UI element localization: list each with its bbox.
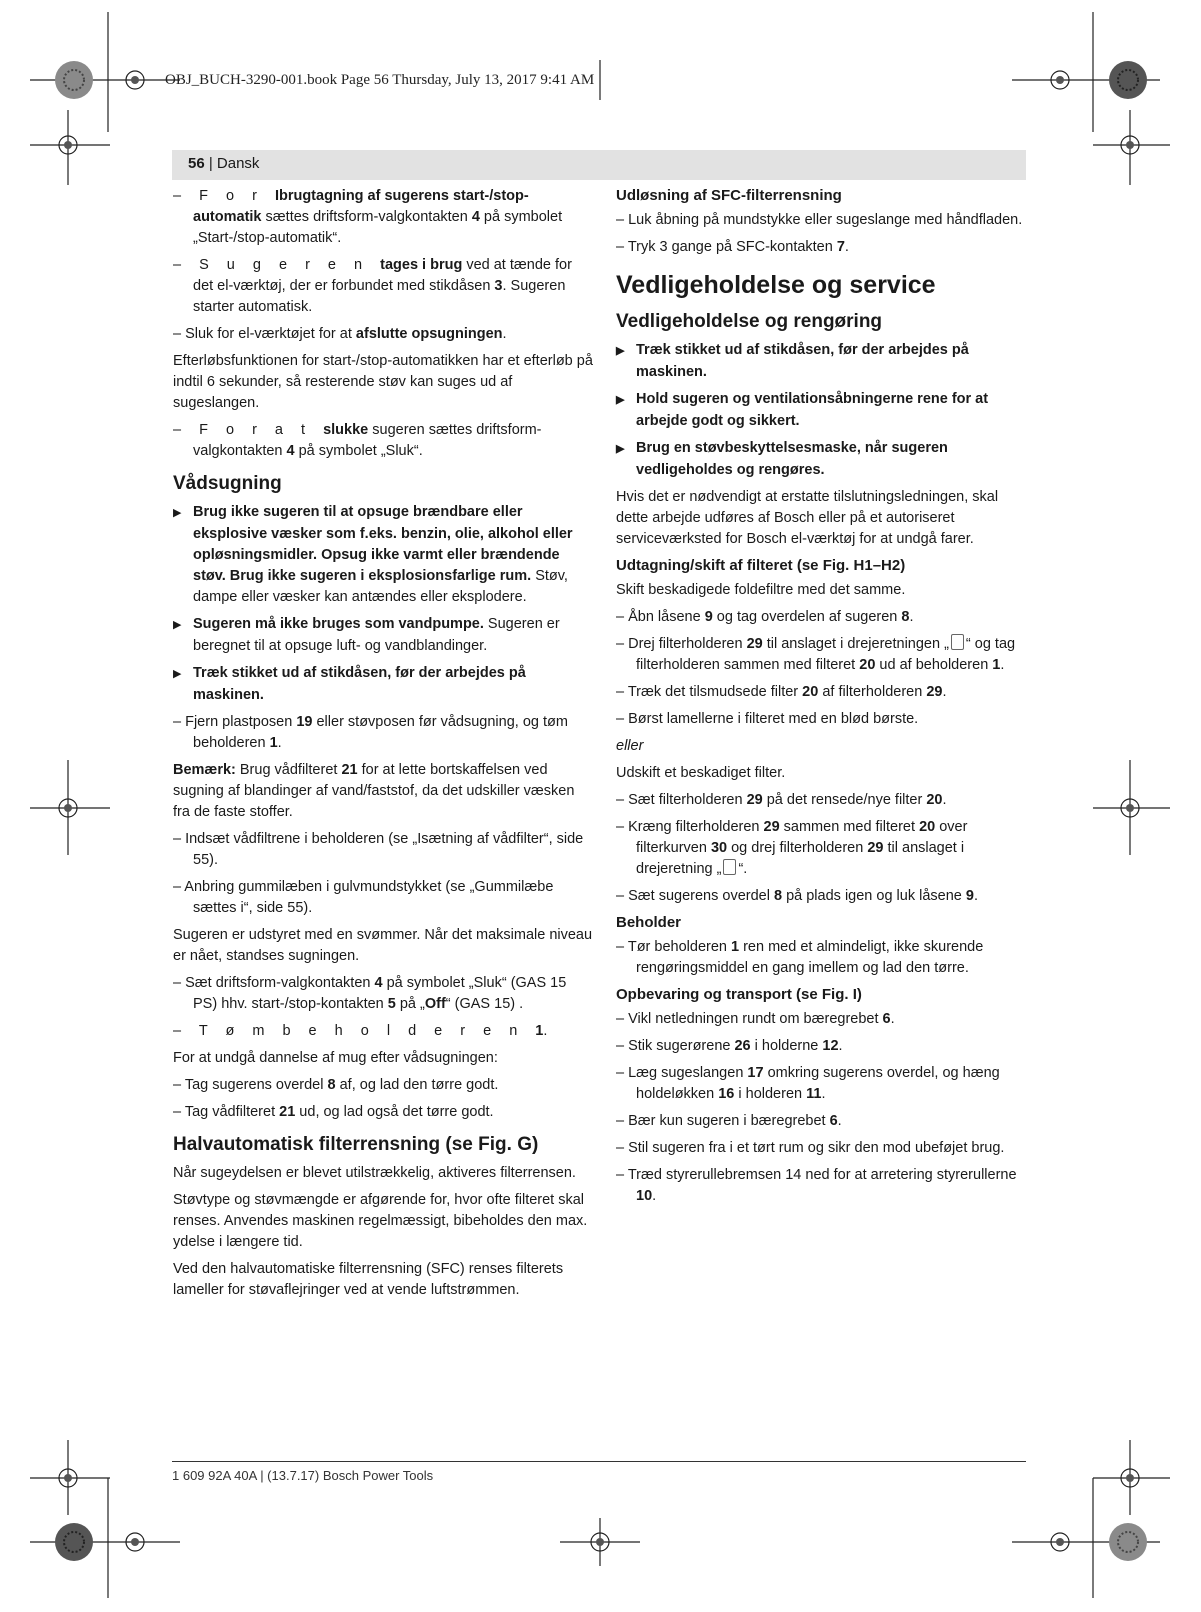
list-item: – Fjern plastposen 19 eller støvposen før vådsugning, og tøm beholderen 1. bbox=[173, 714, 568, 751]
subsection-heading: Udtagning/skift af filteret (se Fig. H1–H2) bbox=[616, 557, 906, 574]
lock-symbol-icon bbox=[723, 859, 736, 875]
note: Bemærk: Brug vådfilteret 21 for at lette bortskaffelsen ved sugning af blandinger af vand/faststof, da det udskiller væsken fra de faste stoffer. bbox=[173, 762, 575, 820]
list-item: – Børst lamellerne i filteret med en blød børste. bbox=[616, 711, 919, 727]
paragraph: Skift beskadigede foldefiltre med det samme. bbox=[616, 582, 906, 598]
list-item: – Sluk for el-værktøjet for at afslutte opsugningen. bbox=[173, 326, 507, 342]
subsection-heading: Udløsning af SFC-filterrensning bbox=[616, 187, 842, 204]
warning-item: ▶ Træk stikket ud af stikdåsen, før der arbejdes på maskinen. bbox=[616, 342, 969, 380]
list-item: – Sæt driftsform-valgkontakten 4 på symbolet „Sluk“ (GAS 15 PS) hhv. start-/stop-kontakten 5 på „Off“ (GAS 15) . bbox=[173, 975, 567, 1012]
list-item: – Anbring gummilæben i gulvmundstykket (se „Gummilæbe sættes i“, side 55). bbox=[173, 879, 554, 916]
bullet-triangle-icon: ▶ bbox=[616, 443, 625, 455]
paragraph: Ved den halvautomatiske filterrensning (SFC) renses filterets lameller for støvaflejringer ved at vende luftstrømmen. bbox=[173, 1261, 564, 1298]
bullet-triangle-icon: ▶ bbox=[616, 345, 625, 357]
list-item: – Drej filterholderen 29 til anslaget i drejeretningen „ “ og tag filterholderen sammen med filteret 20 ud af beholderen 1. bbox=[616, 636, 1016, 673]
list-item: – Tag sugerens overdel 8 af, og lad den tørre godt. bbox=[173, 1077, 499, 1093]
list-item: – Sæt filterholderen 29 på det rensede/nye filter 20. bbox=[616, 792, 947, 808]
list-item: – Træd styrerullebremsen 14 ned for at arretering styrerullerne 10. bbox=[616, 1167, 1017, 1204]
warning-item: ▶ Brug ikke sugeren til at opsuge brændbare eller eksplosive væsker som f.eks. benzin, olie, alkohol eller opløsningsmidler. Opsug ikke varmt eller brændende støv. Brug ikke sugeren i eksplosionsfarlige rum. Støv, dampe eller væsker kan antændes eller eksplodere. bbox=[173, 504, 573, 605]
list-item: – Åbn låsene 9 og tag overdelen af sugeren 8. bbox=[616, 609, 914, 625]
subsection-heading: Beholder bbox=[616, 914, 682, 931]
list-item: – Vikl netledningen rundt om bæregrebet 6. bbox=[616, 1011, 895, 1027]
warning-item: ▶ Brug en støvbeskyttelsesmaske, når sugeren vedligeholdes og rengøres. bbox=[616, 440, 948, 478]
list-item: – F o r Ibrugtagning af sugerens start-/stop-automatik sættes driftsform-valgkontakten 4 på symbolet „Start-/stop-automatik“. bbox=[173, 188, 563, 246]
list-item: – Kræng filterholderen 29 sammen med filteret 20 over filterkurven 30 og drej filterholderen 29 til anslaget i drejeretning „ “. bbox=[616, 819, 968, 877]
chapter-heading: Vedligeholdelse og service bbox=[616, 271, 936, 299]
list-item: – Luk åbning på mundstykke eller sugeslange med håndfladen. bbox=[616, 212, 1023, 228]
list-item: – Sæt sugerens overdel 8 på plads igen og luk låsene 9. bbox=[616, 888, 978, 904]
list-item: – Indsæt vådfiltrene i beholderen (se „Isætning af vådfilter“, side 55). bbox=[173, 831, 584, 868]
subsection-heading: Opbevaring og transport (se Fig. I) bbox=[616, 986, 862, 1003]
list-item: – Stil sugeren fra i et tørt rum og sikr den mod ubeføjet brug. bbox=[616, 1140, 1005, 1156]
list-item: – Tag vådfilteret 21 ud, og lad også det tørre godt. bbox=[173, 1104, 494, 1120]
paragraph: eller bbox=[616, 738, 644, 754]
paragraph: Efterløbsfunktionen for start-/stop-automatikken har et efterløb på indtil 6 sekunder, så resterende støv kan suges ud af sugeslangen. bbox=[173, 353, 593, 411]
left-column bbox=[173, 186, 593, 1307]
footer: 1 609 92A 40A | (13.7.17) Bosch Power Tools bbox=[172, 1468, 434, 1483]
section-heading: Vådsugning bbox=[173, 473, 282, 494]
list-item: – Stik sugerørene 26 i holderne 12. bbox=[616, 1038, 843, 1054]
bullet-triangle-icon: ▶ bbox=[173, 668, 182, 680]
section-heading: Halvautomatisk filterrensning (se Fig. G) bbox=[173, 1134, 539, 1155]
warning-item: ▶ Hold sugeren og ventilationsåbningerne rene for at arbejde godt og sikkert. bbox=[616, 391, 989, 429]
paragraph: Sugeren er udstyret med en svømmer. Når det maksimale niveau er nået, standses sugningen. bbox=[173, 927, 593, 964]
bullet-triangle-icon: ▶ bbox=[173, 619, 182, 631]
section-name: | Dansk bbox=[204, 155, 260, 172]
paragraph: Støvtype og støvmængde er afgørende for, hvor ofte filteret skal renses. Anvendes maskinen regelmæssigt, bibeholdes den max. ydelse i længere tid. bbox=[173, 1192, 588, 1250]
file-info: OBJ_BUCH-3290-001.book Page 56 Thursday, July 13, 2017 9:41 AM bbox=[165, 72, 595, 88]
section-heading: Vedligeholdelse og rengøring bbox=[616, 311, 883, 332]
paragraph: Når sugeydelsen er blevet utilstrækkelig, aktiveres filterrensen. bbox=[173, 1165, 576, 1181]
list-item: – Bær kun sugeren i bæregrebet 6. bbox=[616, 1113, 842, 1129]
warning-item: ▶ Træk stikket ud af stikdåsen, før der arbejdes på maskinen. bbox=[173, 665, 526, 703]
list-item: – F o r a t slukke sugeren sættes driftsform-valgkontakten 4 på symbolet „Sluk“. bbox=[173, 422, 542, 459]
paragraph: Udskift et beskadiget filter. bbox=[616, 765, 786, 781]
list-item: – Tør beholderen 1 ren med et almindeligt, ikke skurende rengøringsmiddel en gang imellem og lad den tørre. bbox=[616, 939, 984, 976]
bullet-triangle-icon: ▶ bbox=[616, 394, 625, 406]
list-item: – Træk det tilsmudsede filter 20 af filterholderen 29. bbox=[616, 684, 947, 700]
list-item: – T ø m b e h o l d e r e n 1. bbox=[173, 1023, 548, 1039]
list-item: – Tryk 3 gange på SFC-kontakten 7. bbox=[616, 239, 849, 255]
warning-item: ▶ Sugeren må ikke bruges som vandpumpe. Sugeren er beregnet til at opsuge luft- og vandblandinger. bbox=[173, 616, 560, 654]
page-header bbox=[172, 150, 1026, 180]
footer-rule bbox=[172, 1461, 1026, 1462]
list-item: – S u g e r e n tages i brug ved at tænde for det el-værktøj, der er forbundet med stikdåsen 3. Sugeren starter automatisk. bbox=[173, 257, 572, 315]
list-item: – Læg sugeslangen 17 omkring sugerens overdel, og hæng holdeløkken 16 i holderen 11. bbox=[616, 1065, 1000, 1102]
paragraph: Hvis det er nødvendigt at erstatte tilslutningsledningen, skal dette arbejde udføres af Bosch eller på et autoriseret serviceværksted for Bosch el-værktøj for at undgå farer. bbox=[616, 489, 999, 547]
bullet-triangle-icon: ▶ bbox=[173, 507, 182, 519]
page-number: 56 bbox=[188, 155, 205, 172]
right-column bbox=[616, 186, 1026, 1213]
paragraph: For at undgå dannelse af mug efter vådsugningen: bbox=[173, 1050, 498, 1066]
unlock-symbol-icon bbox=[951, 634, 964, 650]
